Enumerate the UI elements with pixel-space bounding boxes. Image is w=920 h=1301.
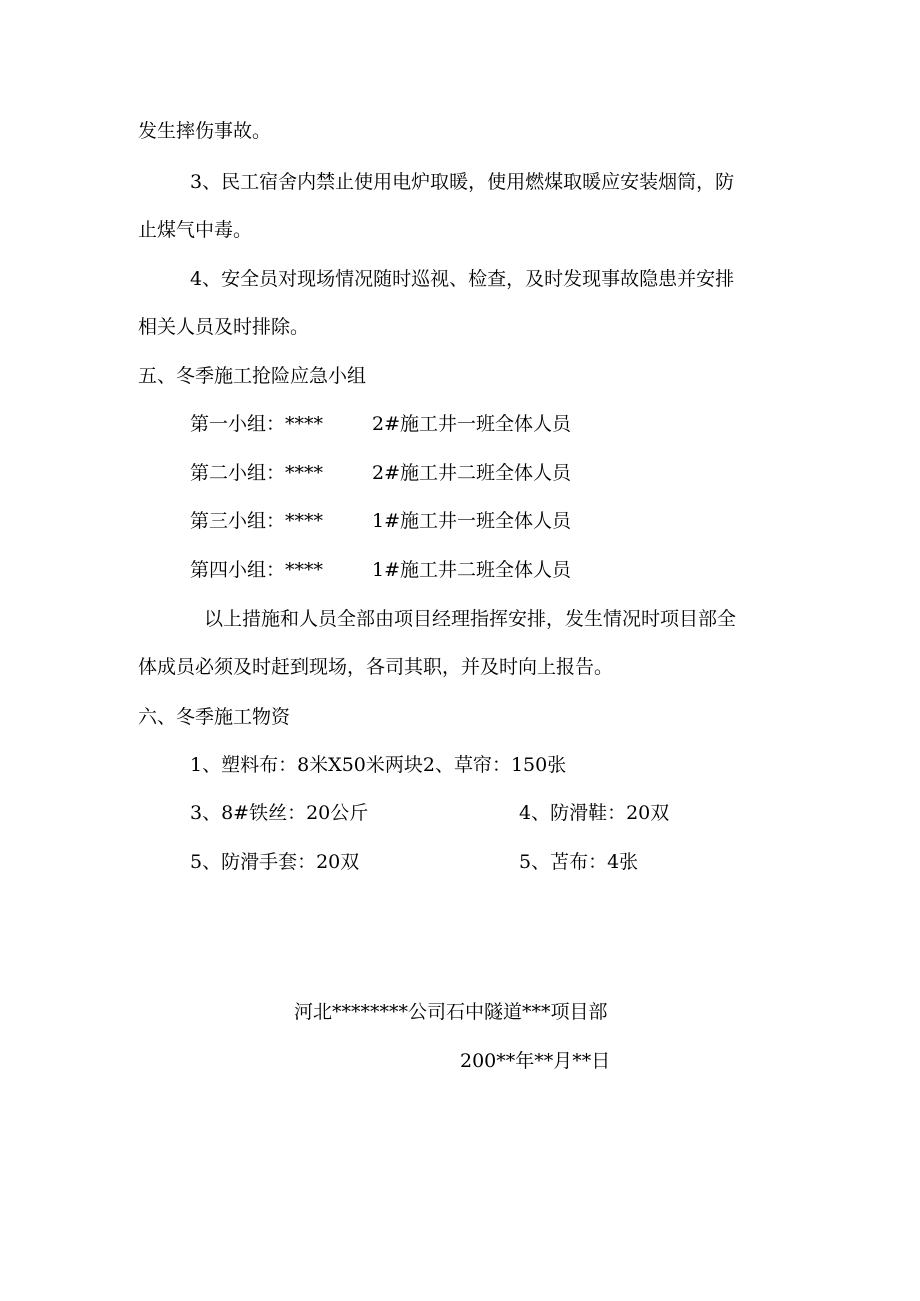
section-5-note-line2: 体成员必须及时赶到现场，各司其职，并及时向上报告。	[138, 656, 614, 678]
supplies-item-5a: 5、防滑手套：20双	[190, 851, 360, 873]
section-5-heading: 五、冬季施工抢险应急小组	[138, 365, 367, 387]
supplies-item-4: 4、防滑鞋：20双	[519, 802, 670, 824]
group-name: 第一小组：****	[190, 413, 324, 435]
section-5-note-line1: 以上措施和人员全部由项目经理指挥安排，发生情况时项目部全	[204, 608, 737, 630]
signature-organization: 河北********公司石中隧道***项目部	[294, 1001, 608, 1023]
supplies-item-3: 3、8#铁丝：20公斤	[190, 802, 369, 824]
paragraph-item-4-line1: 4、安全员对现场情况随时巡视、检查，及时发现事故隐患并安排	[190, 268, 735, 290]
group-team: 1#施工井一班全体人员	[372, 510, 572, 532]
supplies-item-5b: 5、苫布：4张	[519, 851, 639, 873]
group-name: 第三小组：****	[190, 510, 324, 532]
group-name: 第四小组：****	[190, 559, 324, 581]
group-team: 2#施工井二班全体人员	[372, 462, 572, 484]
section-6-heading: 六、冬季施工物资	[138, 706, 291, 728]
group-team: 1#施工井二班全体人员	[372, 559, 572, 581]
paragraph-item-4-line2: 相关人员及时排除。	[138, 316, 310, 338]
group-team: 2#施工井一班全体人员	[372, 413, 572, 435]
signature-date: 200**年**月**日	[460, 1050, 611, 1072]
paragraph-continuation: 发生摔伤事故。	[138, 120, 272, 142]
paragraph-item-3-line2: 止煤气中毒。	[138, 219, 253, 241]
paragraph-item-3-line1: 3、民工宿舍内禁止使用电炉取暖，使用燃煤取暖应安装烟筒，防	[190, 171, 735, 193]
group-name: 第二小组：****	[190, 462, 324, 484]
supplies-item-1: 1、塑料布：8米X50米两块2、草帘：150张	[190, 754, 567, 776]
